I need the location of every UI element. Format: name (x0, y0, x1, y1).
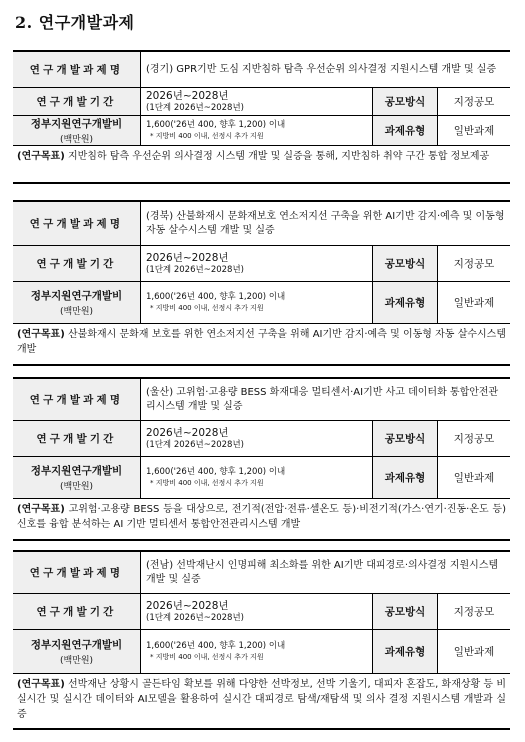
type-value: 일반과제 (453, 472, 495, 484)
period-label: 연구개발기간 (13, 421, 141, 456)
budget-unit: (백만원) (59, 307, 94, 317)
budget-row (13, 630, 510, 674)
period-label: 연구개발기간 (13, 88, 141, 115)
project-title: (경북) 산불화재시 문화재보호 연소저지선 구축을 위한 AI기반 감지·예측 및 이동형 자동 살수시스템 개발 및 실증 (146, 211, 505, 236)
type-value: 일반과제 (453, 297, 495, 309)
period-detail: (1단계 2026년~2028년) (146, 612, 244, 623)
goal-label: (연구목표) (17, 679, 65, 690)
method-label: 공모방식 (373, 421, 438, 456)
budget-row (13, 116, 510, 146)
goal-label: (연구목표) (17, 151, 65, 162)
budget-label (13, 282, 141, 323)
period-label: 연구개발기간 (13, 246, 141, 281)
goal-value: 산불화재시 문화재 보호를 위한 연소저지선 구축을 위해 AI기반 감지·예측 및 이동형 자동 살수시스템 개발 (17, 329, 506, 355)
goal-row (13, 146, 510, 182)
budget-label (13, 116, 141, 145)
budget-unit: (백만원) (59, 482, 94, 492)
period-row (13, 246, 510, 282)
period-value (141, 246, 373, 281)
budget-label-text: 정부지원연구개발비 (30, 639, 123, 651)
budget-label-text: 정부지원연구개발비 (30, 290, 123, 302)
period-main: 2026년~2028년 (146, 426, 229, 439)
goal-value: 지반침하 탐측 우선순위 의사결정 시스템 개발 및 실증을 통해, 지반침하 취약 구간 통합 정보제공 (67, 151, 490, 162)
budget-note: * 지방비 400 이내, 선정시 추가 지원 (150, 652, 264, 661)
method-value: 지정공모 (453, 96, 495, 108)
budget-label-text: 정부지원연구개발비 (30, 465, 123, 477)
project-title: (경기) GPR기반 도심 지반침하 탐측 우선순위 의사결정 지원시스템 개발 및 실증 (146, 63, 497, 75)
section-title: 2. 연구개발과제 (15, 13, 135, 32)
period-value (141, 421, 373, 456)
method-value: 지정공모 (453, 433, 495, 445)
type-value: 일반과제 (453, 646, 495, 658)
period-row (13, 594, 510, 630)
period-main: 2026년~2028년 (146, 89, 229, 102)
project-table (13, 200, 510, 366)
title-row (13, 202, 510, 246)
period-main: 2026년~2028년 (146, 251, 229, 264)
period-row (13, 421, 510, 457)
method-label: 공모방식 (373, 88, 438, 115)
budget-unit: (백만원) (59, 135, 94, 145)
budget-value (141, 457, 373, 498)
budget-note: * 지방비 400 이내, 선정시 추가 지원 (150, 303, 264, 312)
goal-text (17, 327, 506, 361)
goal-value: 선박재난 상황시 골든타임 확보를 위해 다양한 선박정보, 선박 기울기, 대피자 혼잡도, 화재상황 등 비실시간 및 실시간 데이터와 AI모델을 활용하여 실시간 대피경로 탐색/재탐색 및 의사 결정 지원시스템 개발과 실증 (17, 679, 506, 720)
budget-note: * 지방비 400 이내, 선정시 추가 지원 (150, 478, 264, 487)
budget-value (141, 282, 373, 323)
title-label: 연구개발과제명 (13, 552, 141, 593)
project-title: (울산) 고위험·고용량 BESS 화재대응 멀티센서·AI기반 사고 데이터화 통합안전관리시스템 개발 및 실증 (146, 387, 499, 412)
budget-label (13, 457, 141, 498)
goal-label: (연구목표) (17, 504, 65, 515)
title-label: 연구개발과제명 (13, 202, 141, 245)
budget-label-text: 정부지원연구개발비 (30, 118, 123, 130)
goal-text (17, 677, 506, 725)
budget-row (13, 457, 510, 499)
budget-note: * 지방비 400 이내, 선정시 추가 지원 (150, 131, 264, 140)
type-value: 일반과제 (453, 125, 495, 137)
budget-amount: 1,600('26년 400, 향후 1,200) 이내 (146, 467, 286, 478)
budget-value (141, 630, 373, 673)
project-table (13, 50, 510, 184)
budget-amount: 1,600('26년 400, 향후 1,200) 이내 (146, 120, 286, 131)
period-detail: (1단계 2026년~2028년) (146, 102, 244, 113)
period-detail: (1단계 2026년~2028년) (146, 439, 244, 450)
period-row (13, 88, 510, 116)
goal-row (13, 499, 510, 539)
title-row (13, 52, 510, 88)
goal-label: (연구목표) (17, 329, 65, 340)
method-label: 공모방식 (373, 594, 438, 629)
budget-amount: 1,600('26년 400, 향후 1,200) 이내 (146, 641, 286, 652)
budget-label (13, 630, 141, 673)
goal-value: 고위험·고용량 BESS 등을 대상으로, 전기적(전압·전류·셀온도 등)·비전기적(가스·연기·진동·온도 등) 신호를 융합 분석하는 AI 기반 멀티센서 통합안전관리시스템 개발 (17, 504, 506, 530)
type-label: 과제유형 (373, 116, 438, 145)
budget-unit: (백만원) (59, 656, 94, 666)
goal-text (17, 502, 506, 536)
period-value (141, 88, 373, 115)
project-title: (전남) 선박재난시 인명피해 최소화를 위한 AI기반 대피경로·의사결정 지원시스템 개발 및 실증 (146, 560, 499, 585)
period-main: 2026년~2028년 (146, 599, 229, 612)
period-detail: (1단계 2026년~2028년) (146, 264, 244, 275)
budget-row (13, 282, 510, 324)
type-label: 과제유형 (373, 282, 438, 323)
budget-amount: 1,600('26년 400, 향후 1,200) 이내 (146, 292, 286, 303)
type-label: 과제유형 (373, 457, 438, 498)
title-row (13, 552, 510, 594)
title-label: 연구개발과제명 (13, 52, 141, 87)
title-label: 연구개발과제명 (13, 379, 141, 420)
method-label: 공모방식 (373, 246, 438, 281)
method-value: 지정공모 (453, 258, 495, 270)
type-label: 과제유형 (373, 630, 438, 673)
budget-value (141, 116, 373, 145)
project-table (13, 377, 510, 541)
method-value: 지정공모 (453, 606, 495, 618)
title-row (13, 379, 510, 421)
goal-row (13, 674, 510, 728)
period-value (141, 594, 373, 629)
period-label: 연구개발기간 (13, 594, 141, 629)
goal-row (13, 324, 510, 364)
goal-text (17, 149, 489, 179)
project-table (13, 550, 510, 730)
